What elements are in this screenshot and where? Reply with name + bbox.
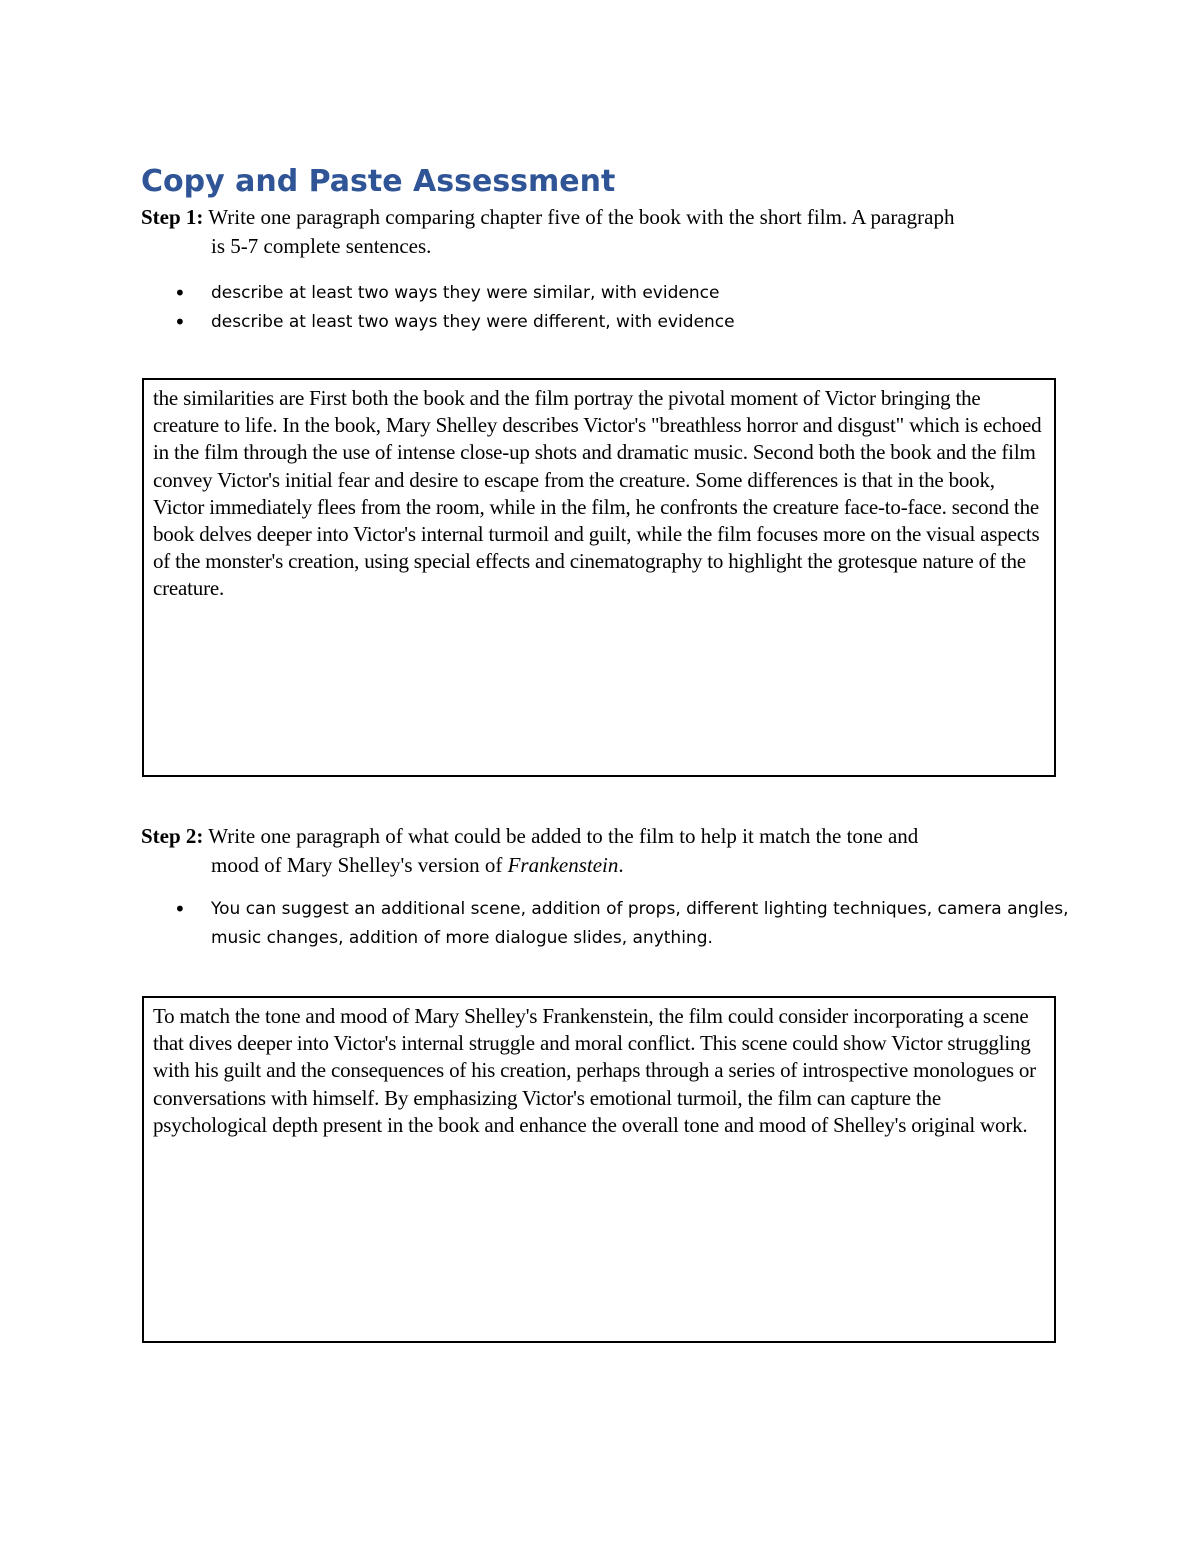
step-1-instruction-text: Write one paragraph comparing chapter five of the book with the short film. A paragraph xyxy=(203,205,955,229)
bullet-text: describe at least two ways they were similar, with evidence xyxy=(211,283,720,303)
step-2-instruction-text: Write one paragraph of what could be added to the film to help it match the tone and xyxy=(203,824,919,848)
step-2-label: Step 2: xyxy=(141,824,204,848)
step-1-instruction xyxy=(141,203,1081,261)
step-1-instruction-line-1 xyxy=(141,203,1081,232)
bullet-icon: • xyxy=(174,281,186,305)
bullet-text: You can suggest an additional scene, addition of props, different lighting techniques, camera angles, music changes, addition of more dialogue slides, anything. xyxy=(211,899,1069,948)
step-2-instruction-prefix: mood of Mary Shelley's version of xyxy=(211,853,508,877)
step-2-answer-box[interactable] xyxy=(142,996,1056,1343)
step-1-answer-text: the similarities are First both the book and the film portray the pivotal moment of Victor bringing the creature to life. In the book, Mary Shelley describes Victor's "breathless horror and disgust" which is echoed in the film through the use of intense close-up shots and dramatic music. Second both the book and the film convey Victor's initial fear and desire to escape from the creature. Some differences is that in the book, Victor immediately flees from the room, while in the film, he confronts the creature face-to-face. second the book delves deeper into Victor's internal turmoil and guilt, while the film focuses more on the visual aspects of the monster's creation, using special effects and cinematography to highlight the grotesque nature of the creature. xyxy=(153,386,1042,601)
bullet-icon: • xyxy=(174,897,186,921)
step-2-instruction-suffix: . xyxy=(618,853,624,877)
bullet-icon: • xyxy=(174,310,186,334)
step-2-answer-text: To match the tone and mood of Mary Shelley's Frankenstein, the film could consider incorporating a scene that dives deeper into Victor's internal struggle and moral conflict. This scene could show Victor struggling with his guilt and the consequences of his creation, perhaps through a series of introspective monologues or conversations with himself. By emphasizing Victor's emotional turmoil, the film can capture the psychological depth present in the book and enhance the overall tone and mood of Shelley's original work. xyxy=(153,1004,1036,1137)
list-item xyxy=(141,308,1041,337)
step-2-bullet-list xyxy=(141,895,1101,953)
step-1-instruction-line-2: is 5-7 complete sentences. xyxy=(211,234,432,258)
step-1-bullet-list xyxy=(141,279,1041,337)
book-title: Frankenstein xyxy=(507,853,619,877)
page-title: Copy and Paste Assessment xyxy=(141,164,616,199)
step-2-instruction xyxy=(141,822,1081,880)
step-1-answer-box[interactable] xyxy=(142,378,1056,777)
bullet-text: describe at least two ways they were different, with evidence xyxy=(211,312,735,332)
step-2-instruction-line-2 xyxy=(141,851,1081,880)
step-2-instruction-line-1 xyxy=(141,822,1081,851)
step-1-label: Step 1: xyxy=(141,205,204,229)
list-item xyxy=(141,895,1101,953)
list-item xyxy=(141,279,1041,308)
